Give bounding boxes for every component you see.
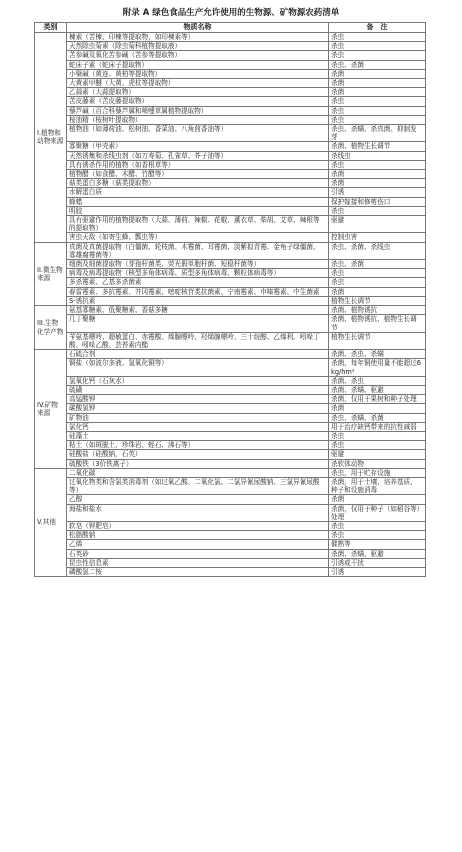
note-cell: 杀虫、杀菌、杀线虫 (329, 242, 426, 259)
substance-name-cell: 植物醋（如食醋、木醋、竹醋等） (67, 170, 329, 179)
note-cell: 杀虫 (329, 106, 426, 115)
table-row (35, 160, 426, 169)
substance-name-cell: 水解蛋白质 (67, 188, 329, 197)
table-row (35, 531, 426, 540)
substance-name-cell: S-诱抗素 (67, 296, 329, 305)
substance-name-cell: 寡聚糖（甲壳素） (67, 142, 329, 151)
substance-name-cell: 桉油精（桉树叶提取物） (67, 115, 329, 124)
note-cell: 植物生长调节 (329, 332, 426, 349)
table-row (35, 97, 426, 106)
header-row (35, 23, 426, 33)
substance-name-cell: 天然除虫菊素（除虫菊科植物提取液） (67, 42, 329, 51)
substance-name-cell: 氨基寡糖素、低聚糖素、香菇多糖 (67, 306, 329, 315)
note-cell: 杀虫 (329, 97, 426, 106)
table-row (35, 413, 426, 422)
table-row (35, 441, 426, 450)
table-row (35, 260, 426, 269)
header-category: 类别 (35, 23, 67, 33)
category-cell: V.其他 (35, 468, 67, 576)
substance-name-cell: 硅酸盐（硅酸钠，石英） (67, 450, 329, 459)
header-note: 备 注 (329, 23, 426, 33)
note-cell: 保护嫁接和修剪伤口 (329, 197, 426, 206)
substance-name-cell: 害虫天敌（如寄生蜂、瓢虫等） (67, 233, 329, 242)
table-row (35, 42, 426, 51)
table-row (35, 33, 426, 42)
substance-name-cell: 软皂（钾肥皂） (67, 521, 329, 530)
note-cell: 杀菌、杀虫 (329, 376, 426, 385)
substance-name-cell: 硫酸铁（3价铁离子） (67, 459, 329, 468)
substance-name-cell: 粘土（如斑脱土、珍珠岩、蛭石、沸石等） (67, 441, 329, 450)
substance-name-cell: 多杀霉素、乙基多杀菌素 (67, 278, 329, 287)
note-cell: 杀虫、杀螨、杀真菌、抑制发芽 (329, 125, 426, 142)
substance-name-cell: 苄氨基嘌呤、超敏蛋白、赤霉酸、烯腺嘌呤、羟烯腺嘌呤、三十烷醇、乙烯利、吲哚丁酸、吲哚乙酸、芸苔素内酯 (67, 332, 329, 349)
table-row (35, 376, 426, 385)
pesticide-table (34, 22, 426, 577)
table-row (35, 495, 426, 504)
note-cell: 杀虫 (329, 269, 426, 278)
substance-name-cell: 蜂蜡 (67, 197, 329, 206)
substance-name-cell: 过氧化物类和含氯类消毒剂（如过氧乙酸、二氧化氯、二氯异氰尿酸钠、三氯异氰尿酸等） (67, 477, 329, 494)
note-cell: 杀虫 (329, 160, 426, 169)
note-cell: 驱避 (329, 216, 426, 233)
note-cell: 引诱 (329, 567, 426, 576)
substance-name-cell: 藜芦碱（百合科藜芦属和喷嚏草属植物提取物） (67, 106, 329, 115)
table-row (35, 151, 426, 160)
substance-name-cell: 菇类蛋白多糖（菇类提取物） (67, 179, 329, 188)
table-row (35, 359, 426, 376)
note-cell: 杀菌 (329, 79, 426, 88)
header-substance: 物质名称 (67, 23, 329, 33)
table-row (35, 60, 426, 69)
substance-name-cell: 几丁聚糖 (67, 315, 329, 332)
note-cell: 杀菌、杀螨、驱避 (329, 549, 426, 558)
table-row (35, 431, 426, 440)
table-row (35, 477, 426, 494)
note-cell: 杀菌，每年铜使用量不能超过6kg/hm² (329, 359, 426, 376)
table-row (35, 296, 426, 305)
note-cell: 杀菌 (329, 88, 426, 97)
table-title: 附录 A 绿色食品生产允许使用的生物源、矿物源农药清单 (122, 8, 340, 18)
table-row (35, 422, 426, 431)
note-cell: 杀菌 (329, 170, 426, 179)
substance-name-cell: 石硫合剂 (67, 350, 329, 359)
table-row (35, 106, 426, 115)
table-row (35, 125, 426, 142)
note-cell: 杀菌，仅用于果树和种子处理 (329, 395, 426, 404)
table-row (35, 504, 426, 521)
substance-name-cell: 具有诱杀作用的植物（如香根草等） (67, 160, 329, 169)
substance-name-cell: 昆虫性信息素 (67, 558, 329, 567)
table-row (35, 540, 426, 549)
table-row (35, 233, 426, 242)
substance-name-cell: 细菌及细菌提取物（芽孢杆菌类、荧光假单胞杆菌、短稳杆菌等） (67, 260, 329, 269)
note-cell: 杀菌 (329, 179, 426, 188)
substance-name-cell: 小檗碱（黄连、黄柏等提取物） (67, 69, 329, 78)
substance-name-cell: 磷酸氢二铵 (67, 567, 329, 576)
note-cell: 杀菌 (329, 69, 426, 78)
substance-name-cell: 碳酸氢钾 (67, 404, 329, 413)
note-cell: 杀虫 (329, 42, 426, 51)
note-cell: 杀菌、杀螨、驱避 (329, 385, 426, 394)
note-cell: 杀虫 (329, 206, 426, 215)
note-cell: 杀虫，用于贮存设施 (329, 468, 426, 477)
table-row (35, 558, 426, 567)
substance-name-cell: 矿物油 (67, 413, 329, 422)
note-cell: 用于治疗缺钙带来的抗性减弱 (329, 422, 426, 431)
substance-name-cell: 乙烯 (67, 540, 329, 549)
category-cell: II.微生物来源 (35, 242, 67, 305)
substance-name-cell: 高锰酸钾 (67, 395, 329, 404)
table-row (35, 88, 426, 97)
table-row (35, 350, 426, 359)
table-row (35, 115, 426, 124)
note-cell: 杀虫 (329, 115, 426, 124)
note-cell: 杀菌，仅用于种子（如稻谷等）处理 (329, 504, 426, 521)
table-row (35, 179, 426, 188)
table-row (35, 395, 426, 404)
note-cell: 杀菌 (329, 495, 426, 504)
table-row (35, 468, 426, 477)
note-cell: 杀虫 (329, 531, 426, 540)
table-row (35, 197, 426, 206)
table-row (35, 170, 426, 179)
table-row (35, 549, 426, 558)
note-cell: 杀虫 (329, 278, 426, 287)
note-cell: 引诱 (329, 188, 426, 197)
table-row (35, 206, 426, 215)
note-cell: 杀菌 (329, 404, 426, 413)
note-cell: 控制虫害 (329, 233, 426, 242)
category-cell: IV.矿物来源 (35, 350, 67, 469)
note-cell: 杀菌，用于土壤、培养基质、种子和设施消毒 (329, 477, 426, 494)
note-cell: 杀虫 (329, 431, 426, 440)
category-cell: III.生物化学产物 (35, 306, 67, 350)
substance-name-cell: 大黄素甲醚（大黄、虎杖等提取物） (67, 79, 329, 88)
table-row (35, 404, 426, 413)
note-cell: 杀软体动物 (329, 459, 426, 468)
substance-name-cell: 氢氧化钙（石灰水） (67, 376, 329, 385)
substance-name-cell: 苦皮藤素（苦皮藤提取物） (67, 97, 329, 106)
table-row (35, 242, 426, 259)
table-row (35, 51, 426, 60)
table-row (35, 79, 426, 88)
substance-name-cell: 氯化钙 (67, 422, 329, 431)
note-cell: 杀虫 (329, 521, 426, 530)
table-row (35, 459, 426, 468)
table-row (35, 521, 426, 530)
table-row (35, 216, 426, 233)
table-row (35, 278, 426, 287)
table-row (35, 315, 426, 332)
substance-name-cell: 苦参碱及氧化苦参碱（苦参等提取物） (67, 51, 329, 60)
table-row (35, 450, 426, 459)
note-cell: 杀虫 (329, 33, 426, 42)
table-body (35, 33, 426, 577)
table-row (35, 287, 426, 296)
substance-name-cell: 硅藻土 (67, 431, 329, 440)
substance-name-cell: 石英砂 (67, 549, 329, 558)
substance-name-cell: 明胶 (67, 206, 329, 215)
substance-name-cell: 铜盐（如波尔多液、氢氧化铜等） (67, 359, 329, 376)
note-cell: 催熟等 (329, 540, 426, 549)
note-cell: 杀虫 (329, 441, 426, 450)
substance-name-cell: 植物油（如薄荷油、松树油、香菜油、八角茴香油等） (67, 125, 329, 142)
substance-name-cell: 二氧化碳 (67, 468, 329, 477)
table-row (35, 385, 426, 394)
substance-name-cell: 真菌及真菌提取物（白僵菌、轮枝菌、木霉菌、耳霉菌、淡紫拟青霉、金龟子绿僵菌、寡雄腐霉菌等） (67, 242, 329, 259)
note-cell: 杀菌、杀虫、杀螨 (329, 350, 426, 359)
substance-name-cell: 松脂酸钠 (67, 531, 329, 540)
note-cell: 杀线虫 (329, 151, 426, 160)
note-cell: 杀菌 (329, 287, 426, 296)
substance-name-cell: 春雷霉素、多抗霉素、井冈霉素、嘧啶核苷类抗菌素、宁南霉素、申嗪霉素、中生菌素 (67, 287, 329, 296)
note-cell: 杀虫、杀螨、杀菌 (329, 413, 426, 422)
note-cell: 杀虫 (329, 51, 426, 60)
table-row (35, 332, 426, 349)
substance-name-cell: 乙蒜素（大蒜提取物） (67, 88, 329, 97)
substance-name-cell: 天然诱集和杀线虫剂（如万寿菊、孔雀草、芥子油等） (67, 151, 329, 160)
substance-name-cell: 病毒及病毒提取物（核型多角体病毒、质型多角体病毒、颗粒体病毒等） (67, 269, 329, 278)
note-cell: 杀菌、植物生长调节 (329, 142, 426, 151)
category-cell: I.植物和动物来源 (35, 33, 67, 243)
table-row (35, 69, 426, 78)
table-row (35, 188, 426, 197)
substance-name-cell: 乙醇 (67, 495, 329, 504)
table-row (35, 567, 426, 576)
note-cell: 引诱或干扰 (329, 558, 426, 567)
note-cell: 杀菌、植物诱抗、植物生长调节 (329, 315, 426, 332)
table-row (35, 306, 426, 315)
note-cell: 植物生长调节 (329, 296, 426, 305)
substance-name-cell: 海盐和盐水 (67, 504, 329, 521)
table-row (35, 269, 426, 278)
note-cell: 杀虫、杀菌 (329, 60, 426, 69)
table-row (35, 142, 426, 151)
substance-name-cell: 具有驱避作用的植物提取物（大蒜、薄荷、辣椒、花椒、薰衣草、柴胡、艾草、辣根等的提取物） (67, 216, 329, 233)
substance-name-cell: 硫磺 (67, 385, 329, 394)
note-cell: 杀虫、杀菌 (329, 260, 426, 269)
substance-name-cell: 楝素（苦楝、印楝等提取物，如印楝素等） (67, 33, 329, 42)
substance-name-cell: 蛇床子素（蛇床子提取物） (67, 60, 329, 69)
note-cell: 驱避 (329, 450, 426, 459)
note-cell: 杀菌、植物诱抗 (329, 306, 426, 315)
